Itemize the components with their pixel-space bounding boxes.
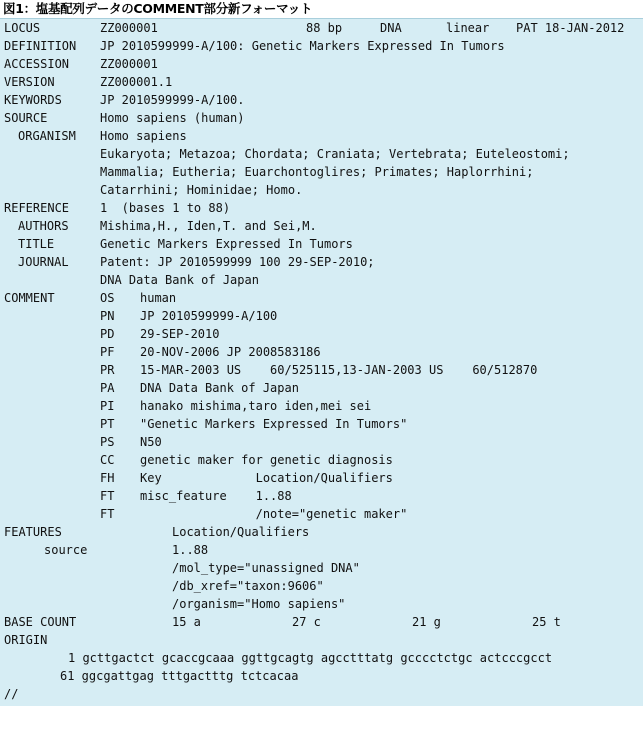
origin-key: ORIGIN: [4, 633, 48, 647]
comment-code: CC: [100, 453, 115, 467]
lineage-text: Mammalia; Eutheria; Euarchontoglires; Primates; Haplorrhini;: [100, 165, 534, 179]
feature-source-key: source: [44, 543, 88, 557]
comment-row: [0, 433, 162, 451]
comment-code: PR: [100, 363, 115, 377]
features-header: Location/Qualifiers: [172, 525, 310, 539]
sequence-line: [0, 649, 553, 667]
base-count-a: 15 a: [172, 615, 201, 629]
feature-line: [0, 577, 324, 595]
version-value: ZZ000001.1: [100, 75, 173, 89]
comment-code: PF: [100, 345, 115, 359]
comment-value: N50: [140, 435, 162, 449]
figure-title: 図1：塩基配列データのCOMMENT部分新フォーマット: [3, 1, 313, 16]
comment-value: 29-SEP-2010: [140, 327, 220, 341]
flatfile-record: [0, 18, 643, 706]
comment-code: FH: [100, 471, 115, 485]
lineage-line: [0, 145, 570, 163]
comment-value: human: [140, 291, 177, 305]
comment-value: DNA Data Bank of Japan: [140, 381, 299, 395]
reference-line: [0, 199, 231, 217]
authors-value: Mishima,H., Iden,T. and Sei,M.: [100, 219, 317, 233]
lineage-line: [0, 163, 534, 181]
authors-line: [0, 217, 317, 235]
feature-line: [0, 559, 360, 577]
comment-row: [0, 307, 278, 325]
sequence-text: 61 ggcgattgag tttgactttg tctcacaa: [60, 669, 299, 683]
journal-value: Patent: JP 2010599999 100 29-SEP-2010;: [100, 255, 375, 269]
record-terminator: //: [4, 687, 19, 701]
locus-name: ZZ000001: [100, 21, 158, 35]
title-line: [0, 235, 353, 253]
title-value: Genetic Markers Expressed In Tumors: [100, 237, 353, 251]
keywords-value: JP 2010599999-A/100.: [100, 93, 245, 107]
locus-moltype: DNA: [380, 21, 402, 35]
comment-value: hanako mishima,taro iden,mei sei: [140, 399, 372, 413]
base-count-g: 21 g: [412, 615, 441, 629]
accession-key: ACCESSION: [4, 57, 70, 71]
accession-value: ZZ000001: [100, 57, 158, 71]
keywords-line: [0, 91, 245, 109]
comment-code: PA: [100, 381, 115, 395]
definition-line: [0, 37, 505, 55]
journal-line: [0, 253, 375, 271]
locus-line: [0, 19, 625, 37]
comment-row: [0, 469, 393, 487]
comment-row: [0, 397, 372, 415]
comment-value: /note="genetic maker": [140, 507, 408, 521]
comment-code: OS: [100, 291, 115, 305]
sequence-text: 1 gcttgactct gcaccgcaaa ggttgcagtg agcctttatg gcccctctgc actcccgcct: [68, 651, 553, 665]
version-line: [0, 73, 173, 91]
definition-value: JP 2010599999-A/100: Genetic Markers Expressed In Tumors: [100, 39, 505, 53]
comment-value: 15-MAR-2003 US 60/525115,13-JAN-2003 US 60/512870: [140, 363, 538, 377]
comment-code: PN: [100, 309, 115, 323]
organism-key: ORGANISM: [18, 129, 76, 143]
reference-value: 1 (bases 1 to 88): [100, 201, 231, 215]
comment-value: Key Location/Qualifiers: [140, 471, 393, 485]
base-count-c: 27 c: [292, 615, 321, 629]
comment-code: PD: [100, 327, 115, 341]
comment-code: PS: [100, 435, 115, 449]
organism-value: Homo sapiens: [100, 129, 187, 143]
journal-line: [0, 271, 259, 289]
reference-key: REFERENCE: [4, 201, 70, 215]
organism-line: [0, 127, 187, 145]
comment-value: "Genetic Markers Expressed In Tumors": [140, 417, 408, 431]
comment-row: [0, 451, 393, 469]
base-count-key: BASE COUNT: [4, 615, 77, 629]
comment-row: [0, 379, 299, 397]
comment-value: 20-NOV-2006 JP 2008583186: [140, 345, 321, 359]
journal-key: JOURNAL: [18, 255, 69, 269]
authors-key: AUTHORS: [18, 219, 69, 233]
keywords-key: KEYWORDS: [4, 93, 62, 107]
feature-line: [0, 541, 209, 559]
comment-value: JP 2010599999-A/100: [140, 309, 278, 323]
locus-length: 88 bp: [306, 21, 343, 35]
comment-key: COMMENT: [4, 291, 55, 305]
lineage-text: Eukaryota; Metazoa; Chordata; Craniata; Vertebrata; Euteleostomi;: [100, 147, 570, 161]
base-count-t: 25 t: [532, 615, 561, 629]
comment-row: [0, 505, 408, 523]
lineage-text: Catarrhini; Hominidae; Homo.: [100, 183, 303, 197]
origin-line: [0, 631, 48, 649]
journal-value: DNA Data Bank of Japan: [100, 273, 259, 287]
comment-row: [0, 415, 408, 433]
locus-topology: linear: [446, 21, 490, 35]
feature-location: 1..88: [172, 543, 209, 557]
comment-value: genetic maker for genetic diagnosis: [140, 453, 393, 467]
comment-code: FT: [100, 507, 115, 521]
version-key: VERSION: [4, 75, 55, 89]
source-key: SOURCE: [4, 111, 48, 125]
comment-row: [0, 325, 220, 343]
comment-code: PT: [100, 417, 115, 431]
accession-line: [0, 55, 158, 73]
source-value: Homo sapiens (human): [100, 111, 245, 125]
definition-key: DEFINITION: [4, 39, 77, 53]
source-line: [0, 109, 245, 127]
base-count-line: [0, 613, 561, 631]
comment-row: [0, 487, 292, 505]
title-key: TITLE: [18, 237, 55, 251]
comment-row: [0, 289, 177, 307]
terminator-line: [0, 685, 29, 703]
locus-key: LOCUS: [4, 21, 41, 35]
comment-row: [0, 361, 538, 379]
feature-qualifier: /organism="Homo sapiens": [172, 597, 346, 611]
comment-code: PI: [100, 399, 115, 413]
features-line: [0, 523, 310, 541]
lineage-line: [0, 181, 303, 199]
comment-row: [0, 343, 321, 361]
sequence-line: [0, 667, 299, 685]
feature-line: [0, 595, 346, 613]
locus-division-date: PAT 18-JAN-2012: [516, 21, 625, 35]
comment-value: misc_feature 1..88: [140, 489, 292, 503]
feature-qualifier: /mol_type="unassigned DNA": [172, 561, 360, 575]
comment-code: FT: [100, 489, 115, 503]
features-key: FEATURES: [4, 525, 62, 539]
feature-qualifier: /db_xref="taxon:9606": [172, 579, 324, 593]
